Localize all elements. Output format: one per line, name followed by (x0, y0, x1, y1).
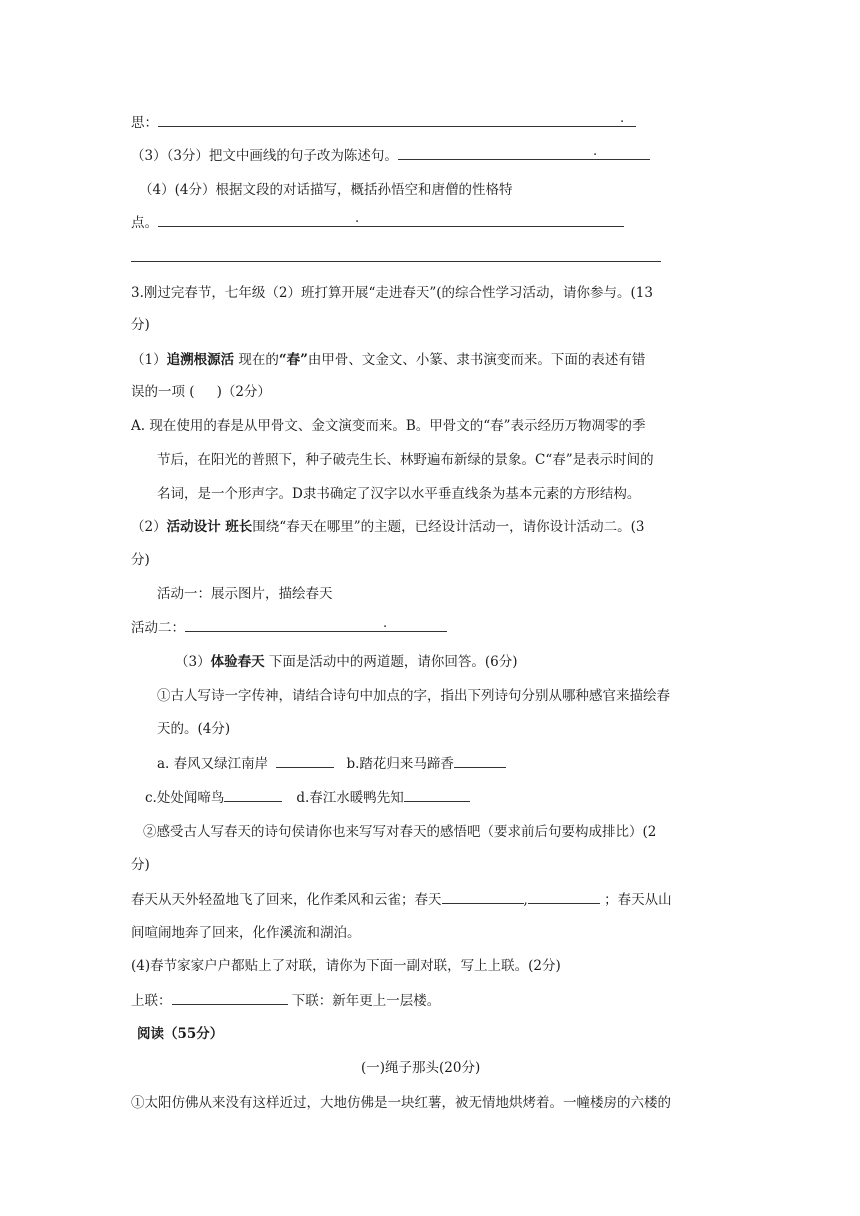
reading-section-heading: 阅读（55分） (137, 1026, 224, 1042)
sub-question-1: （1）追溯根源活 现在的“春”由甲骨、文金文、小篆、隶书演变而来。下面的表述有错 (131, 352, 646, 368)
answer-blank[interactable]: . (158, 213, 624, 227)
option-line-3: 名词，是一个形声字。D隶书确定了汉字以水平垂直线条为基本元素的方形结构。 (157, 486, 641, 502)
question-3-intro: 3.刚过完春节，七年级（2）班打算开展“走进春天”(的综合性学习活动，请你参与。(13 (131, 285, 653, 301)
answer-blank[interactable] (404, 787, 470, 802)
poem-question-2-cont: 分) (131, 857, 150, 873)
poem-question-2: ②感受古人写春天的诗句侯请你也来写写对春天的感悟吧（要求前后句要构成排比）(2 (143, 824, 657, 840)
answer-blank[interactable] (442, 889, 524, 904)
passage-paragraph-1: ①太阳仿佛从来没有这样近过，大地仿佛是一块红薯，被无情地烘烤着。一幢楼房的六楼的 (131, 1095, 671, 1111)
answer-line-traits: 点。 . (131, 213, 624, 233)
passage-title: (一)绳子那头(20分) (361, 1060, 481, 1076)
answer-rule[interactable] (131, 261, 661, 262)
question-3-rewrite: （3）（3分）把文中画线的句子改为陈述句。 . (131, 146, 650, 166)
option-line-2: 节后，在阳光的普照下，种子破壳生长、林野遍布新绿的景象。C“春”是表示时间的 (157, 452, 654, 468)
activity-one: 活动一：展示图片，描绘春天 (157, 586, 333, 602)
couplet-answer: 上联： 下联：新年更上一层楼。 (131, 990, 440, 1010)
parallelism-sentence-cont: 间喧闹地奔了回来，化作溪流和湖泊。 (131, 925, 361, 941)
answer-blank[interactable] (454, 753, 506, 768)
sub-question-1-cont: 误的一项 ( )（2分） (131, 384, 271, 400)
sub-question-2: （2）活动设计 班长围绕“春天在哪里”的主题，已经设计活动一，请你设计活动二。(3 (131, 519, 645, 535)
answer-blank[interactable] (528, 889, 600, 904)
couplet-question: (4)春节家家户户都贴上了对联，请你为下面一副对联，写上上联。(2分) (131, 958, 561, 974)
sub-question-2-cont: 分) (131, 552, 150, 568)
activity-two: 活动二： . (131, 618, 447, 638)
answer-blank[interactable]: . (398, 146, 650, 160)
parallelism-sentence: 春天从天外轻盈地飞了回来，化作柔风和云雀；春天 , ；春天从山 (131, 889, 672, 909)
poem-items-ab: a. 春风又绿江南岸 b.踏花归来马蹄香 (157, 753, 506, 773)
answer-line-thinking: 思： . (131, 113, 636, 133)
question-4-summary: （4）(4分）根据文段的对话描写，概括孙悟空和唐僧的性格特 (139, 182, 513, 198)
answer-blank[interactable] (224, 787, 282, 802)
sub-question-3: （3）体验春天 下面是活动中的两道题，请你回答。(6分) (175, 654, 518, 670)
answer-blank[interactable] (276, 753, 334, 768)
answer-blank[interactable]: . (158, 113, 636, 127)
question-3-intro-cont: 分) (131, 317, 150, 333)
poem-items-cd: c.处处闻啼鸟 d.春江水暖鸭先知 (145, 787, 470, 807)
poem-question-1-cont: 天的。(4分) (157, 721, 231, 737)
upper-couplet-blank[interactable] (172, 990, 288, 1005)
answer-blank[interactable]: . (185, 618, 447, 632)
poem-question-1: ①古人写诗一字传神，请结合诗句中加点的字，指出下列诗句分别从哪种感官来描绘春 (157, 688, 670, 704)
option-line-1: A. 现在使用的春是从甲骨文、金文演变而来。B。甲骨文的“春”表示经历万物凋零的季 (131, 418, 646, 434)
